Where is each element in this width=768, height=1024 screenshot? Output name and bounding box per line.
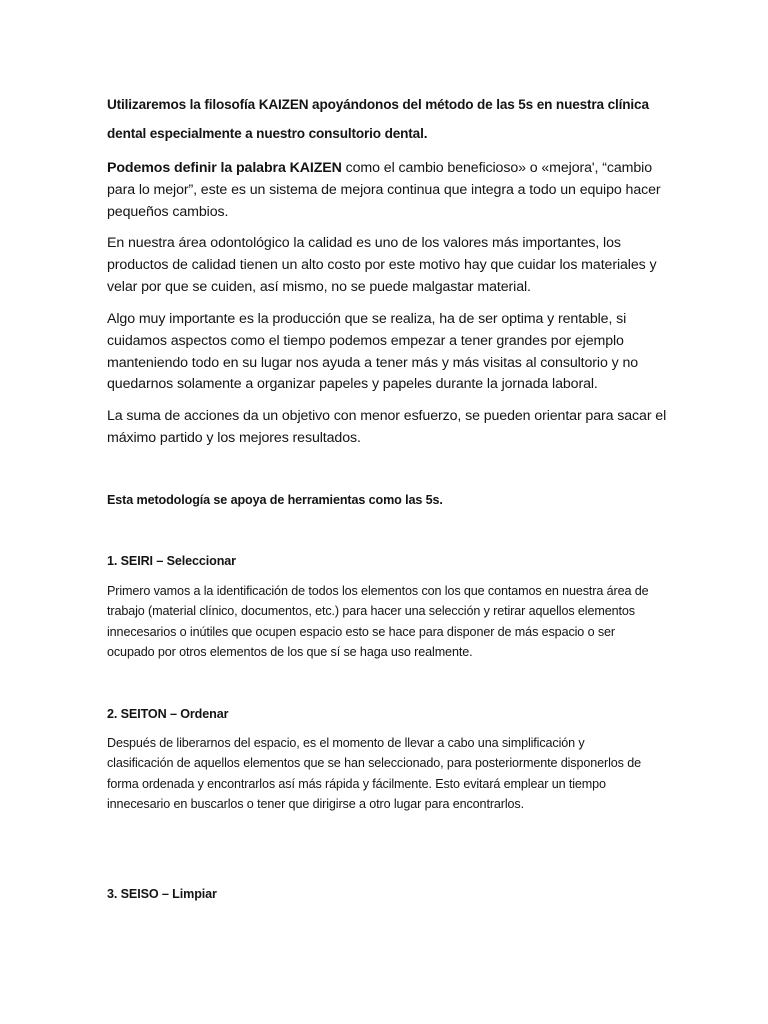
paragraph-line: clasificación de aquellos elementos que se han seleccionado, para posteriormente disponerlos de bbox=[107, 756, 641, 771]
section-heading-seiso: 3. SEISO – Limpiar bbox=[107, 887, 217, 901]
section-heading-seiton: 2. SEITON – Ordenar bbox=[107, 707, 229, 721]
paragraph-line: pequeños cambios. bbox=[107, 203, 229, 220]
paragraph-line: ocupado por otros elementos de los que sí se haga uso realmente. bbox=[107, 645, 473, 660]
methodology-heading: Esta metodología se apoya de herramientas como las 5s. bbox=[107, 493, 443, 507]
paragraph-line: trabajo (material clínico, documentos, etc.) para hacer una selección y retirar aquellos elementos bbox=[107, 604, 635, 619]
paragraph-line: En nuestra área odontológico la calidad es uno de los valores más importantes, los bbox=[107, 235, 621, 251]
paragraph-line: cuidamos aspectos como el tiempo podemos empezar a tener grandes por ejemplo bbox=[107, 332, 624, 349]
document-title bbox=[107, 91, 649, 148]
section-body-seiri bbox=[107, 581, 649, 663]
title-line: Utilizaremos la filosofía KAIZEN apoyándonos del método de las 5s en nuestra clínica bbox=[107, 97, 649, 112]
paragraph-line: La suma de acciones da un objetivo con menor esfuerzo, se pueden orientar para sacar el bbox=[107, 408, 667, 424]
paragraph-line: para lo mejor”, este es un sistema de mejora continua que integra a todo un equipo hacer bbox=[107, 181, 661, 198]
quality-paragraph bbox=[107, 233, 656, 298]
paragraph-line: máximo partido y los mejores resultados. bbox=[107, 429, 361, 446]
paragraph-line: Después de liberarnos del espacio, es el momento de llevar a cabo una simplificación y bbox=[107, 736, 585, 750]
paragraph-line: Primero vamos a la identificación de todos los elementos con los que contamos en nuestra área de bbox=[107, 584, 649, 598]
paragraph-line: manteniendo todo en su lugar nos ayuda a tener más y más visitas al consultorio y no bbox=[107, 354, 639, 371]
section-heading-seiri: 1. SEIRI – Seleccionar bbox=[107, 554, 236, 568]
section-body-seiton bbox=[107, 733, 641, 815]
kaizen-definition-lead-rest: como el cambio beneficioso» o «mejora', “cambio bbox=[341, 160, 652, 176]
kaizen-definition-paragraph bbox=[107, 158, 661, 223]
production-paragraph bbox=[107, 309, 638, 396]
paragraph-line: quedarnos solamente a organizar papeles y papeles durante la jornada laboral. bbox=[107, 376, 598, 393]
title-line: dental especialmente a nuestro consultorio dental. bbox=[107, 125, 428, 141]
kaizen-definition-lead: Podemos definir la palabra KAIZEN bbox=[107, 160, 342, 176]
paragraph-line: Algo muy importante es la producción que se realiza, ha de ser optima y rentable, si bbox=[107, 311, 627, 327]
paragraph-line: velar por que se cuiden, así mismo, no se puede malgastar material. bbox=[107, 278, 531, 295]
paragraph-line: productos de calidad tienen un alto costo por este motivo hay que cuidar los materiales y bbox=[107, 256, 657, 273]
paragraph-line: innecesario en buscarlos o tener que dirigirse a otro lugar para encontrarlos. bbox=[107, 797, 524, 812]
paragraph-line bbox=[107, 158, 661, 180]
paragraph-line: forma ordenada y encontrarlos así más rápida y fácilmente. Esto evitará emplear un tiempo bbox=[107, 776, 606, 791]
paragraph-line: innecesarios o inútiles que ocupen espacio esto se hace para disponer de más espacio o ser bbox=[107, 624, 615, 639]
actions-paragraph bbox=[107, 406, 666, 450]
